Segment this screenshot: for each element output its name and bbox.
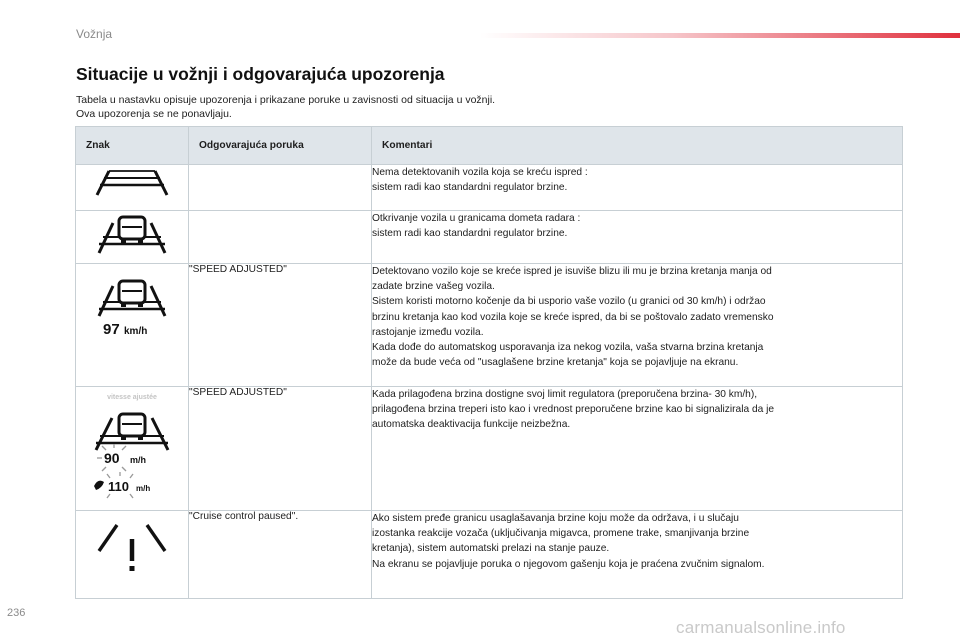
sign-cell bbox=[76, 165, 189, 211]
header-accent-bar bbox=[480, 33, 960, 38]
comment-cell bbox=[372, 264, 903, 387]
warning-exclamation-icon bbox=[87, 521, 177, 577]
lane-lines-icon bbox=[87, 165, 177, 201]
comment-line: Kada dođe do automatskog usporavanja iza nekog vozila, vaša stvarna brzina kretanja bbox=[372, 342, 764, 354]
table-header-row bbox=[76, 127, 903, 165]
table-row bbox=[76, 165, 903, 211]
message-cell bbox=[189, 165, 372, 211]
comment-cell bbox=[372, 511, 903, 599]
comment-line: Detektovano vozilo koje se kreće ispred je isuviše blizu ili mu je brzina kretanja manja od bbox=[372, 266, 772, 277]
sign-cell bbox=[76, 264, 189, 387]
intro-line: Tabela u nastavku opisuje upozorenja i prikazane poruke u zavisnosti od situacija u vožnji. bbox=[76, 94, 496, 106]
warnings-table bbox=[75, 126, 903, 599]
sign-cell bbox=[76, 387, 189, 511]
comment-line: kretanja), sistem automatski prelazi na stanje pauze. bbox=[372, 543, 610, 555]
comment-cell bbox=[372, 211, 903, 264]
sign-cell bbox=[76, 511, 189, 599]
watermark: carmanualsonline.info bbox=[676, 618, 846, 637]
comment-line: automatska deaktivacija funkcije neizbežna. bbox=[372, 419, 571, 431]
vehicle-detected-icon bbox=[87, 211, 177, 259]
header-sign: Znak bbox=[76, 127, 189, 165]
icon-speed-unit-2: m/h bbox=[136, 484, 151, 493]
message-cell: "SPEED ADJUSTED" bbox=[189, 387, 372, 511]
comment-line: Kada prilagođena brzina dostigne svoj limit regulatora (preporučena brzina- 30 km/h), bbox=[372, 389, 758, 400]
message-cell bbox=[189, 211, 372, 264]
comment-line: Otkrivanje vozila u granicama dometa radara : bbox=[372, 213, 581, 224]
comment-line: Ako sistem pređe granicu usaglašavanja brzine koju može da održava, i u slučaju bbox=[372, 513, 739, 524]
comment-cell bbox=[372, 387, 903, 511]
table-row bbox=[76, 211, 903, 264]
comment-line: Sistem koristi motorno kočenje da bi usporio vaše vozilo (u granici od 30 km/h) i održao bbox=[372, 296, 766, 308]
page-title: Situacije u vožnji i odgovarajuća upozorenja bbox=[76, 64, 445, 84]
icon-speed-unit: km/h bbox=[124, 326, 148, 337]
icon-caption: vitesse ajustée bbox=[107, 394, 157, 401]
comment-cell bbox=[372, 165, 903, 211]
header-message: Odgovarajuća poruka bbox=[189, 127, 372, 165]
icon-speed-value: 97 bbox=[103, 321, 120, 338]
table-row bbox=[76, 511, 903, 599]
comment-line: sistem radi kao standardni regulator brzine. bbox=[372, 228, 568, 240]
page-number: 236 bbox=[7, 607, 26, 619]
comment-line: izostanka reakcije vozača (uključivanja migavca, promene trake, smanjivanja brzine bbox=[372, 528, 750, 540]
table-row bbox=[76, 387, 903, 511]
comment-line: brzinu kretanja kao kod vozila koje se kreće ispred, da bi se poštovalo zadato vremensko bbox=[372, 311, 774, 323]
vehicle-speed-icon bbox=[87, 276, 177, 338]
icon-speed-value-2: 110 bbox=[108, 479, 129, 494]
icon-speed-unit: m/h bbox=[130, 455, 147, 465]
comment-line: prilagođena brzina treperi isto kao i vrednost preporučene brzine kao bi signalizirala da je bbox=[372, 404, 775, 416]
sign-cell bbox=[76, 211, 189, 264]
message-cell: "Cruise control paused". bbox=[189, 511, 372, 599]
icon-speed-value: 90 bbox=[104, 450, 120, 466]
table-row bbox=[76, 264, 903, 387]
comment-line: može da bude veća od "usaglašene brzine kretanja" koja se pojavljuje na ekranu. bbox=[372, 357, 739, 369]
section-title: Vožnja bbox=[76, 27, 113, 41]
comment-line: Nema detektovanih vozila koja se kreću ispred : bbox=[372, 167, 588, 178]
comment-line: zadate brzine vašeg vozila. bbox=[372, 281, 495, 293]
comment-line: Na ekranu se pojavljuje poruka o njegovom gašenju koja je praćena zvučnim signalom. bbox=[372, 558, 765, 570]
intro-text bbox=[76, 93, 495, 121]
header-comments: Komentari bbox=[372, 127, 903, 165]
speed-adjusted-flashing-icon bbox=[84, 390, 180, 502]
regulator-icon bbox=[94, 481, 104, 490]
comment-line: rastojanje između vozila. bbox=[372, 326, 484, 338]
message-cell: "SPEED ADJUSTED" bbox=[189, 264, 372, 387]
intro-line: Ova upozorenja se ne ponavljaju. bbox=[76, 108, 232, 120]
comment-line: sistem radi kao standardni regulator brzine. bbox=[372, 182, 568, 194]
